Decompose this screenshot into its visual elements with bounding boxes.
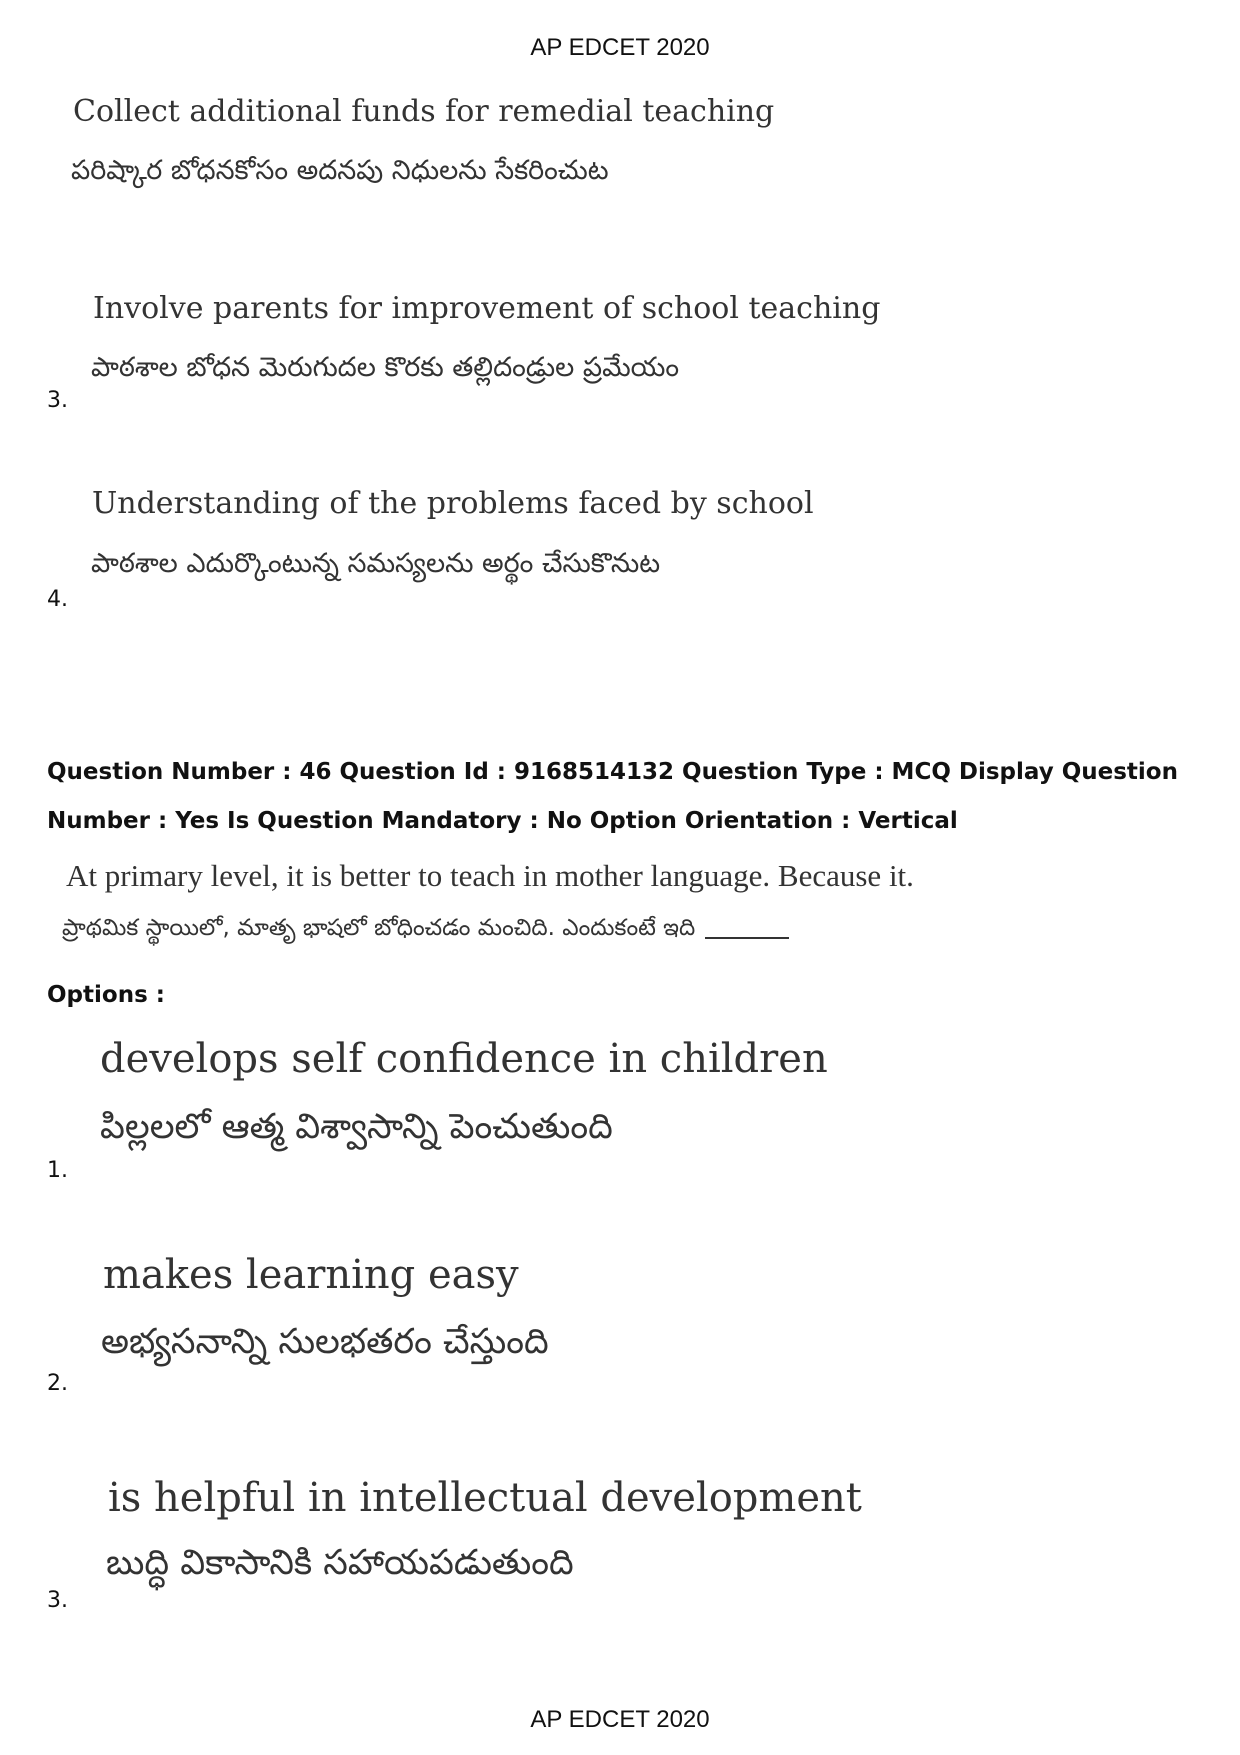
question-meta-line-1: Question Number : 46 Question Id : 9168514132 Question Type : MCQ Display Question	[47, 759, 1178, 785]
option-text-english: Understanding of the problems faced by school	[92, 486, 814, 521]
option-text-english: develops self confidence in children	[100, 1036, 828, 1082]
option-text-english: is helpful in intellectual development	[108, 1475, 862, 1521]
option-number: 4.	[47, 587, 68, 612]
option-text-english: makes learning easy	[103, 1252, 519, 1298]
option-text-english: Involve parents for improvement of school teaching	[93, 291, 881, 326]
options-label: Options :	[47, 982, 165, 1008]
option-text-telugu: పరిష్కార బోధనకోసం అదనపు నిధులను సేకరించుట	[71, 155, 609, 186]
option-text-telugu: అభ్యసనాన్ని సులభతరం చేస్తుంది	[101, 1322, 549, 1362]
option-text-english: Collect additional funds for remedial teaching	[73, 94, 775, 129]
option-text-telugu: పిల్లలలో ఆత్మ విశ్వాసాన్ని పెంచుతుంది	[100, 1107, 613, 1147]
option-text-telugu: బుద్ధి వికాసానికి సహాయపడుతుంది	[106, 1543, 574, 1583]
page-footer: AP EDCET 2020	[530, 1706, 710, 1733]
option-number: 3.	[47, 1588, 68, 1613]
question-stem-telugu	[62, 915, 789, 947]
question-meta	[47, 748, 1197, 846]
option-number: 1.	[47, 1158, 68, 1183]
question-stem-telugu-text: ప్రాథమిక స్థాయిలో, మాతృ భాషలో బోధించడం మంచిది. ఎందుకంటే ఇది	[62, 915, 696, 941]
option-number: 3.	[47, 388, 68, 413]
option-number: 2.	[47, 1371, 68, 1396]
question-meta-line-2: Number : Yes Is Question Mandatory : No Option Orientation : Vertical	[47, 808, 958, 834]
question-stem-english: At primary level, it is better to teach in mother language. Because it.	[66, 858, 914, 893]
option-text-telugu: పాఠశాల బోధన మెరుగుదల కొరకు తల్లిదండ్రుల ప్రమేయం	[91, 352, 680, 383]
page-header: AP EDCET 2020	[530, 34, 710, 61]
answer-blank	[705, 937, 789, 939]
option-text-telugu: పాఠశాల ఎదుర్కొంటున్న సమస్యలను అర్థం చేసుకొనుట	[91, 548, 661, 579]
